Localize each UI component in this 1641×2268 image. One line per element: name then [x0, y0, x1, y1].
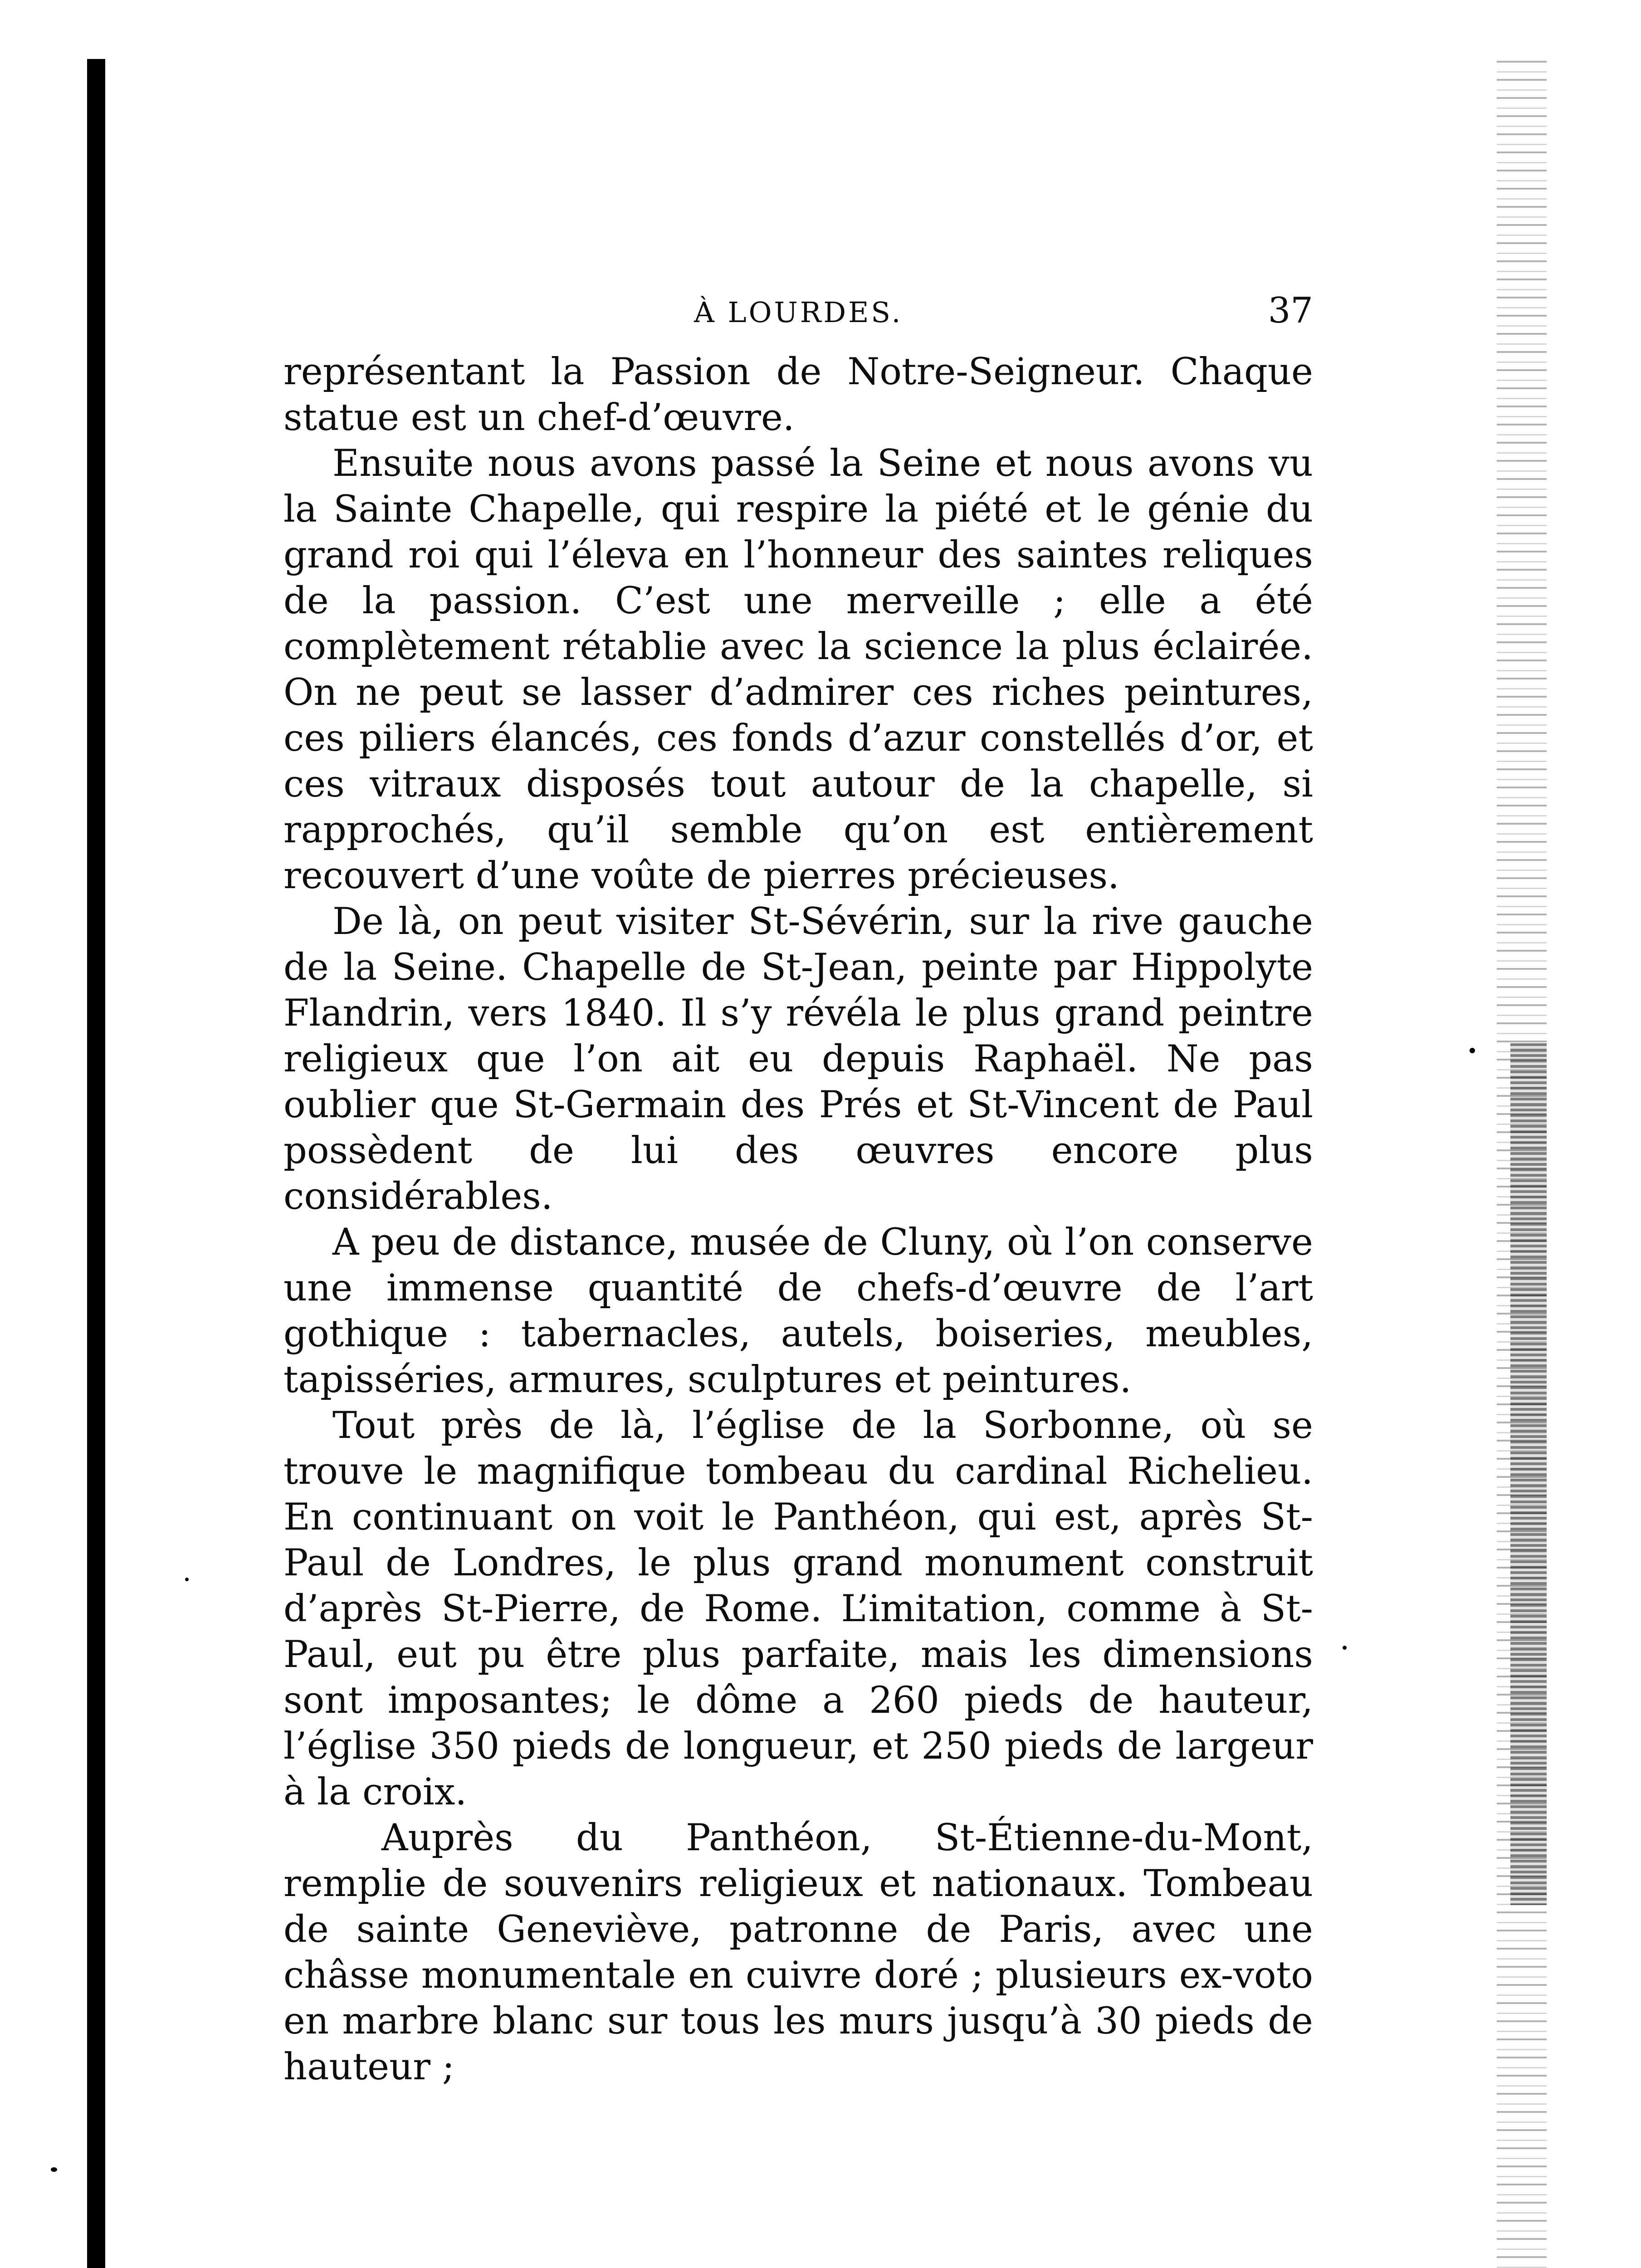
running-title: À LOURDES.: [694, 296, 903, 329]
page-edge-scan-noise-dense: [1510, 1043, 1547, 1905]
binding-edge: [87, 59, 105, 2268]
paragraph: Auprès du Panthéon, St-Étienne-du-Mont, remplie de souvenirs religieux et nationaux. Tombeau de sainte Geneviève, patronne de Paris, avec une châsse monumentale en cuivre doré ; plusieurs ex-voto en marbre blanc sur tous les murs jusqu’à 30 pieds de hauteur ;: [283, 1817, 1313, 2088]
page-number: 37: [1268, 290, 1313, 331]
scan-speck: [1343, 1646, 1347, 1650]
scan-speck: [51, 2167, 57, 2172]
paragraph: A peu de distance, musée de Cluny, où l’on conserve une immense quantité de chefs-d’œuvre de l’art gothique : tabernacles, autels, boiseries, meubles, tapisséries, armures, sculptures et peintures.: [283, 1221, 1313, 1401]
scan-speck: [185, 1578, 189, 1581]
page-content: [283, 290, 1313, 2090]
running-head: [283, 290, 1313, 349]
paragraph: représentant la Passion de Notre-Seigneur. Chaque statue est un chef-d’œuvre.: [283, 351, 1313, 439]
scan-speck: [1470, 1048, 1475, 1053]
paragraph: De là, on peut visiter St-Sévérin, sur la rive gauche de la Seine. Chapelle de St-Jean, peinte par Hippolyte Flandrin, vers 1840. Il s’y révéla le plus grand peintre religieux que l’on ait eu depuis Raphaël. Ne pas oublier que St-Germain des Prés et St-Vincent de Paul possèdent de lui des œuvres encore plus considérables.: [283, 900, 1313, 1218]
paragraph: Ensuite nous avons passé la Seine et nous avons vu la Sainte Chapelle, qui respire la piété et le génie du grand roi qui l’éleva en l’honneur des saintes reliques de la passion. C’est une merveille ; elle a été complètement rétablie avec la science la plus éclairée. On ne peut se lasser d’admirer ces riches peintures, ces piliers élancés, ces fonds d’azur constellés d’or, et ces vitraux disposés tout autour de la chapelle, si rapprochés, qu’il semble qu’on est entièrement recouvert d’une voûte de pierres précieuses.: [283, 442, 1313, 897]
paragraph: Tout près de là, l’église de la Sorbonne, où se trouve le magnifique tombeau du cardinal Richelieu. En continuant on voit le Panthéon, qui est, après St- Paul de Londres, le plus grand monument construit d’après St-Pierre, de Rome. L’imitation, comme à St-Paul, eut pu être plus parfaite, mais les dimensions sont imposantes; le dôme a 260 pieds de hauteur, l’église 350 pieds de longueur, et 250 pieds de largeur à la croix.: [283, 1404, 1313, 1813]
